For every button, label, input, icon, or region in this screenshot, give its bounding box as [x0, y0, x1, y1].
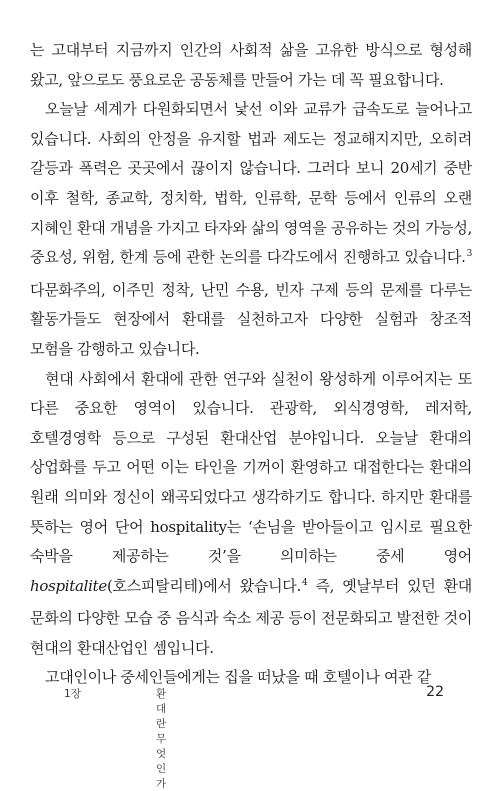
running-footer: [64, 686, 167, 790]
paragraph-1-text: 는 고대부터 지금까지 인간의 사회적 삶을 고유한 방식으로 형성해 왔고, 앞으로도 풍요로운 공동체를 만들어 가는 데 꼭 필요합니다.: [30, 41, 472, 89]
paragraph-1: [30, 36, 472, 95]
paragraph-3-italic-term: hospitalite: [30, 576, 107, 595]
paragraph-3-text-c: 즉, 옛날부터 있던 환대 문화의 다양한 모습 중 음식과 숙소 제공 등이 전문화되고 발전한 것이 현대의 환대산업인 셈입니다.: [30, 576, 473, 657]
chapter-label: 1장: [64, 688, 82, 700]
page-footer: [0, 684, 500, 790]
paragraph-3: [30, 365, 472, 664]
page-number: 22: [426, 684, 444, 700]
paragraph-4-text: 고대인이나 중세인들에게는 집을 떠났을 때 호텔이나 여관 같: [45, 668, 432, 687]
page-body: [30, 36, 472, 693]
footnote-mark-3[interactable]: 3: [466, 249, 472, 260]
chapter-title: 환대란 무엇인가: [156, 688, 167, 790]
paragraph-2: [30, 95, 472, 364]
paragraph-3-text-b: (호스피탈리테)에서 왔습니다.: [106, 576, 301, 595]
paragraph-2-text-a: 오늘날 세계가 다원화되면서 낯선 이와 교류가 급속도로 늘어나고 있습니다. 사회의 안정을 유지할 법과 제도는 정교해지지만, 오히려 갈등과 폭력은 곳곳에서 끊이지 않습니다. 그러다 보니 20세기 중반 이후 철학, 종교학, 정치학, 법학, 인류학, 문학 등에서 인류의 오랜 지혜인 환대 개념을 가지고 타자와 삶의 영역을 공유하는 것의 가능성, 중요성, 위험, 한계 등에 관한 논의를 다각도에서 진행하고 있습니다.: [30, 100, 473, 267]
footnote-mark-4[interactable]: 4: [301, 577, 308, 588]
paragraph-3-text-a: 현대 사회에서 환대에 관한 연구와 실천이 왕성하게 이루어지는 또 다른 중요한 영역이 있습니다. 관광학, 외식경영학, 레저학, 호텔경영학 등으로 구성된 환대산업 분야입니다. 오늘날 환대의 상업화를 두고 어떤 이는 타인을 기꺼이 환영하고 대접한다는 환대의 원래 의미와 정신이 왜곡되었다고 생각하기도 합니다. 하지만 환대를 뜻하는 영어 단어 hospitality는 ‘손님을 받아들이고 임시로 필요한 숙박을 제공하는 것’을 의미하는 중세 영어: [30, 369, 472, 566]
paragraph-2-text-b: 다문화주의, 이주민 정착, 난민 수용, 빈자 구제 등의 문제를 다루는 활동가들도 현장에서 환대를 실천하고자 다양한 실험과 창조적 모험을 감행하고 있습니다.: [30, 280, 472, 358]
